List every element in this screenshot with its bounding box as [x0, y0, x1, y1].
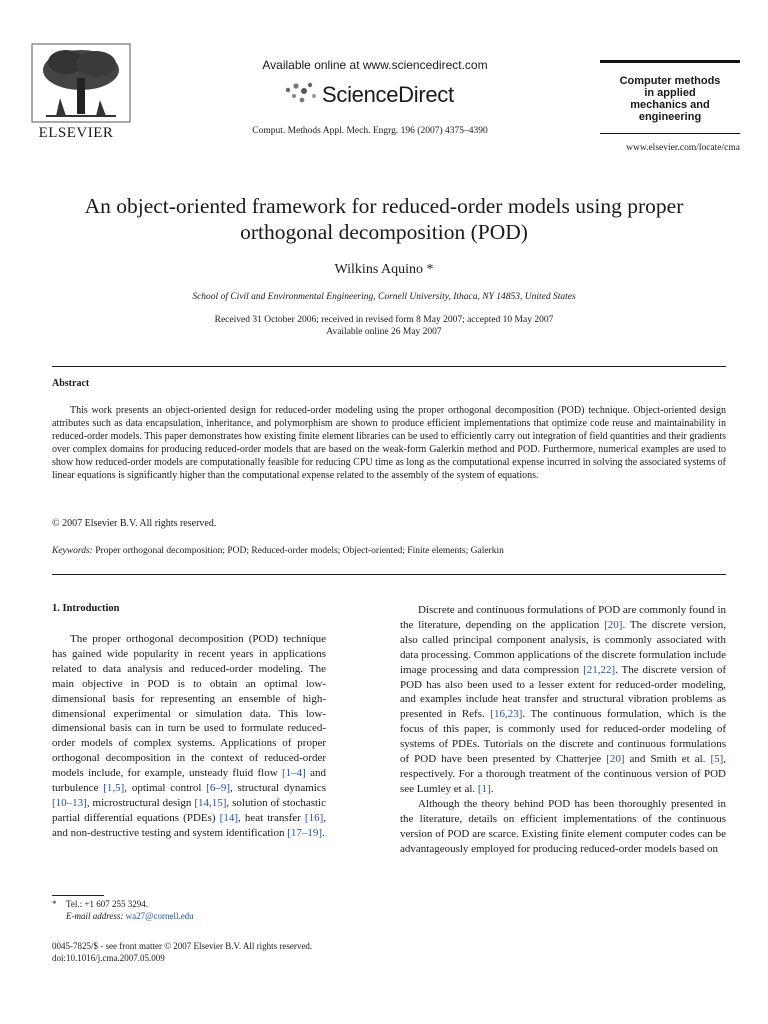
- available-online-text[interactable]: Available online at www.sciencedirect.com: [262, 58, 488, 72]
- citation-link[interactable]: [14]: [219, 811, 238, 824]
- keywords-label: Keywords:: [52, 546, 93, 556]
- article-dates: [60, 314, 708, 338]
- citation-link[interactable]: [1,5]: [103, 782, 125, 795]
- abstract-text: This work presents an object-oriented design for reduced-order modeling using the proper orthogonal decomposition (POD) technique. Object-oriented design attributes such as data encapsulation, inheritance, and polymorphism are shown to produce efficient implementations that optimize code reuse and maintainability in reduced-order models. This paper demonstrates how existing finite element libraries can be used to efficiently carry out integration of field quantities and their gradients over complex domains for producing reduced-order models that are based on the weak-form Galerkin method and POD. Furthermore, numerical examples are used to show how reduced-order models are computationally feasible for reducing CPU time as long as the computational expense incurred in solving the associated systems of linear equations is significantly higher than the computational expense related to the assembly of the system of equations.: [52, 405, 726, 482]
- received-dates: Received 31 October 2006; received in revised form 8 May 2007; accepted 10 May 2007: [214, 315, 554, 325]
- journal-url-link[interactable]: www.elsevier.com/locate/cma: [626, 143, 740, 153]
- citation-link[interactable]: [16]: [304, 811, 324, 824]
- abstract-copyright: © 2007 Elsevier B.V. All rights reserved.: [52, 518, 217, 529]
- footer-doi-line[interactable]: doi:10.1016/j.cma.2007.05.009: [52, 953, 165, 963]
- journal-title: Computer methods in applied mechanics and engineering: [619, 75, 721, 123]
- author-affiliation: School of Civil and Environmental Engineering, Cornell University, Ithaca, NY 14853, United States: [192, 292, 576, 302]
- citation-link[interactable]: [5]: [710, 753, 724, 766]
- citation-link[interactable]: [21,22]: [583, 663, 616, 676]
- footnote-email-label: E-mail address:: [66, 911, 124, 921]
- citation-link[interactable]: [14,15]: [194, 796, 227, 809]
- footnote-mark: *: [52, 899, 57, 909]
- footnote-tel: Tel.: +1 607 255 3294.: [66, 899, 148, 909]
- footer-issn-line: 0045-7825/$ - see front matter © 2007 Elsevier B.V. All rights reserved.: [52, 941, 313, 951]
- citation-link[interactable]: [1]: [477, 782, 491, 795]
- article-title: An object-oriented framework for reduced-order models using proper orthogonal decomposition (POD): [84, 194, 684, 244]
- journal-title-box: [600, 60, 740, 134]
- keywords-line: [52, 546, 504, 556]
- citation-link[interactable]: [17–19]: [287, 826, 323, 839]
- footnote: [52, 898, 194, 922]
- keywords-text: Proper orthogonal decomposition; POD; Reduced-order models; Object-oriented; Finite elements; Galerkin: [95, 546, 504, 556]
- right-column: [400, 603, 726, 856]
- abstract-top-rule: [52, 366, 726, 367]
- citation-link[interactable]: [6–9]: [206, 782, 230, 795]
- page-footer: [52, 940, 312, 964]
- section-heading-introduction: 1. Introduction: [52, 603, 120, 614]
- citation-link[interactable]: [20]: [604, 618, 623, 631]
- sciencedirect-wordmark: ScienceDirect: [322, 82, 454, 107]
- left-column: [52, 632, 326, 841]
- intro-paragraph-2: Discrete and continuous formulations of POD are commonly found in the literature, depending on the application [20]. The discrete version, also called principal component analysis, is commonly associated with data processing. Common applications of the discrete formulation include image processing and data compression [21,22]. The discrete version of POD has also been used to a lesser extent for reduced-order modeling, and examples include heat transfer and structural vibration problems as presented in Refs. [16,23]. The continuous formulation, which is the focus of this paper, is commonly used for reduced-order modeling of systems of PDEs. Tutorials on the discrete and continuous formulations of POD have been presented by Chatterjee [20] and Smith et al. [5], respectively. For a thorough treatment of the continuous version of POD see Lumley et al. [1].: [400, 604, 727, 795]
- footnote-email-link[interactable]: wa27@cornell.edu: [125, 911, 194, 921]
- abstract-bottom-rule: [52, 574, 726, 575]
- intro-paragraph-1: The proper orthogonal decomposition (POD) technique has gained wide popularity in recent years in applications related to data analysis and reduced-order modeling. The main objective in POD is to obtain an optimal low-dimensional basis for representing an ensemble of high-dimensional experimental or simulation data. This low-dimensional basis can in turn be used to formulate reduced-order models of complex systems. Applications of proper orthogonal decomposition in the context of reduced-order models include, for example, unsteady fluid flow [1–4] and turbulence [1,5], optimal control [6–9], structural dynamics [10–13], microstructural design [14,15], solution of stochastic partial differential equations (PDEs) [14], heat transfer [16], and non-destructive testing and system identification [17–19].: [52, 633, 326, 839]
- citation-link[interactable]: [10–13]: [52, 796, 87, 809]
- footnote-rule: [52, 895, 104, 896]
- author-line: [60, 262, 708, 278]
- journal-citation: Comput. Methods Appl. Mech. Engrg. 196 (2007) 4375–4390: [252, 126, 488, 136]
- available-date: Available online 26 May 2007: [326, 327, 442, 337]
- citation-link[interactable]: [20]: [606, 753, 625, 766]
- author-footnote-mark[interactable]: *: [426, 262, 434, 277]
- author-name: Wilkins Aquino: [334, 262, 423, 277]
- intro-paragraph-3: Although the theory behind POD has been thoroughly presented in the literature, details on efficient implementations of the continuous version of POD are scarce. Existing finite element computer codes can be advantageously employed for producing reduced-order models based on: [400, 797, 726, 855]
- citation-link[interactable]: [1–4]: [281, 767, 306, 780]
- publisher-name: ELSEVIER: [38, 125, 114, 141]
- abstract-heading: Abstract: [52, 378, 90, 389]
- citation-link[interactable]: [16,23]: [490, 708, 523, 721]
